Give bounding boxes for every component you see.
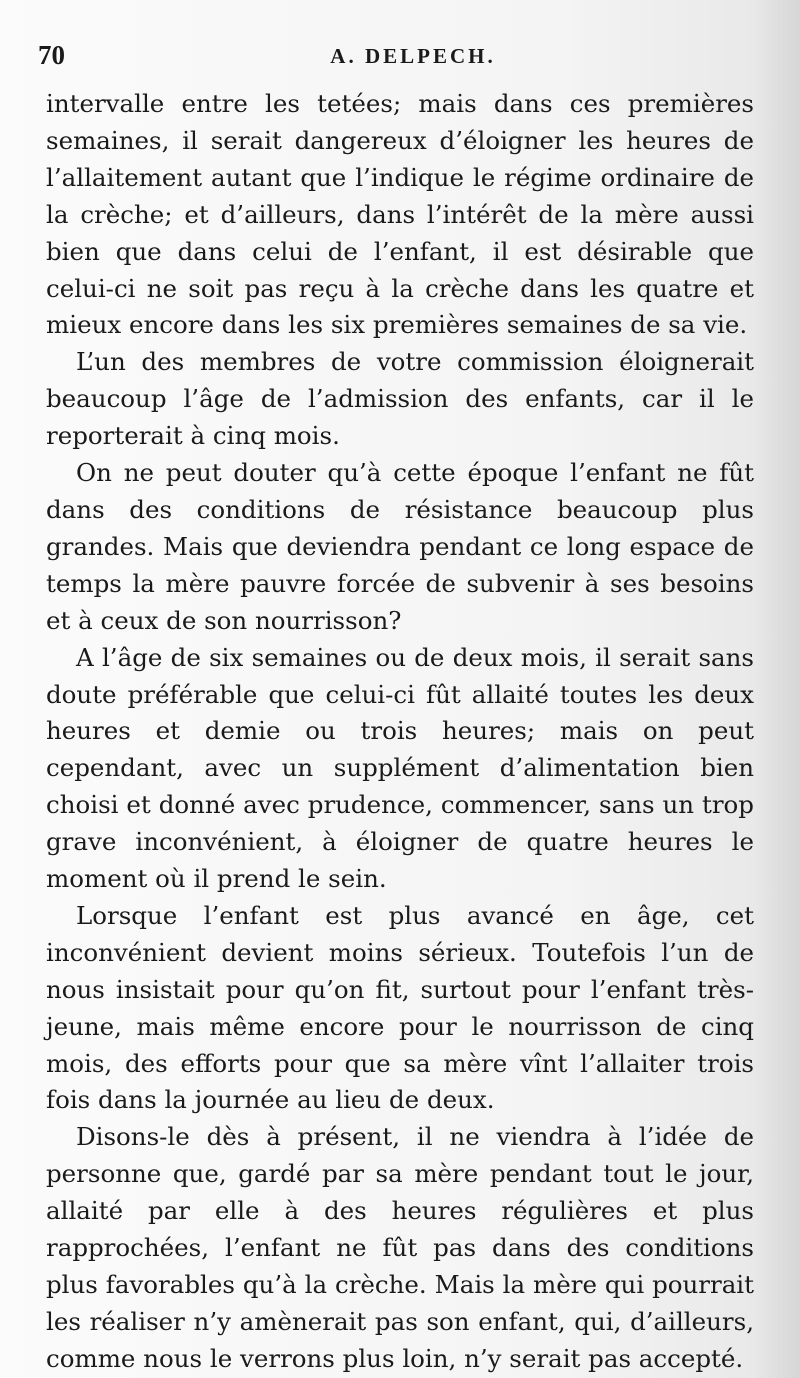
paragraph: A l’âge de six semaines ou de deux mois, il serait sans doute préférable que celui-ci fût allaité toutes les deux heures et demie ou trois heures; mais on peut cependant, avec un supplément d’alimentation bien choisi et donné avec prudence, commencer, sans un trop grave inconvénient, à éloigner de quatre heures le moment où il prend le sein.	[46, 642, 754, 894]
page-number: 70	[38, 40, 65, 70]
paragraph-continued: intervalle entre les tetées; mais dans ces premières semaines, il serait dangereux d’éloigner les heures de l’allaitement autant que l’indique le régime ordinaire de la crèche; et d’ailleurs, dans l’intérêt de la mère aussi bien que dans celui de l’enfant, il est désirable que celui-ci ne soit pas reçu à la crèche dans les quatre et mieux encore dans les six premières semaines de sa vie.	[46, 89, 754, 340]
paragraph: L’un des membres de votre commission éloignerait beaucoup l’âge de l’admission des enfants, car il le reporterait à cinq mois.	[46, 347, 754, 451]
body-text	[46, 86, 754, 1378]
paragraph: Lorsque l’enfant est plus avancé en âge, cet inconvénient devient moins sérieux. Toutefois l’un de nous insistait pour qu’on fit, surtout pour l’enfant très-jeune, mais même encore pour le nourrisson de cinq mois, des efforts pour que sa mère vînt l’allaiter trois fois dans la journée au lieu de deux.	[46, 900, 754, 1115]
paragraph: Disons-le dès à présent, il ne viendra à l’idée de personne que, gardé par sa mère pendant tout le jour, allaité par elle à des heures régulières et plus rapprochées, l’enfant ne fût pas dans des conditions plus favorables qu’à la crèche. Mais la mère qui pourrait les réaliser n’y amènerait pas son enfant, qui, d’ailleurs, comme nous le verrons plus loin, n’y serait pas accepté.	[46, 1122, 754, 1373]
page-header	[38, 40, 758, 80]
paragraph: On ne peut douter qu’à cette époque l’enfant ne fût dans des conditions de résistance beaucoup plus grandes. Mais que deviendra pendant ce long espace de temps la mère pauvre forcée de subvenir à ses besoins et à ceux de son nourrisson?	[46, 458, 754, 635]
running-head: A. DELPECH.	[330, 44, 496, 68]
